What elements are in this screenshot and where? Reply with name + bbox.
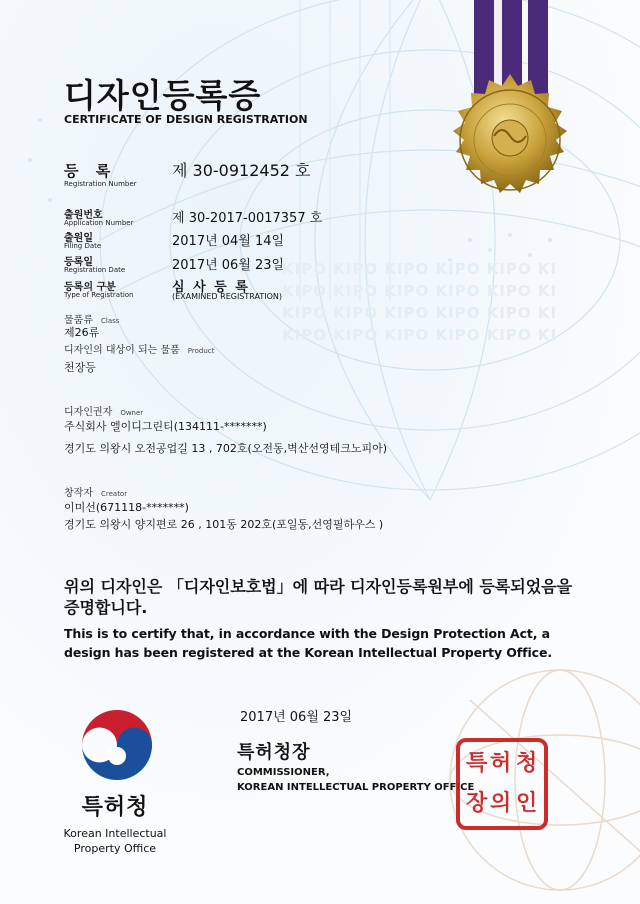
- owner-label: [64, 403, 143, 418]
- registration-date-label-en: Registration Date: [64, 266, 126, 274]
- filing-date-value: 2017년 04월 14일: [172, 234, 285, 249]
- registration-date-value: 2017년 06월 23일: [172, 258, 285, 273]
- watermark-line: KIPO KIPO KIPO KIPO KIPO KI: [282, 326, 558, 344]
- registration-type-label: 등록의 구분: [64, 282, 116, 293]
- registration-number-label-en: Registration Number: [64, 180, 137, 188]
- filing-date-label: 출원일: [64, 233, 93, 244]
- taegeuk-logo-icon: [78, 706, 156, 784]
- registration-number-value: 제 30-0912452 호: [172, 161, 311, 180]
- creator-label: [64, 484, 127, 499]
- watermark-line: KIPO KIPO KIPO KIPO KIPO KI: [282, 260, 558, 278]
- stamp-char: 허: [490, 750, 512, 776]
- creator-label-en: Creator: [100, 490, 128, 498]
- kipo-name-en-line-1: Korean Intellectual: [63, 827, 167, 840]
- class-label-ko: 물품류: [64, 315, 93, 326]
- certificate-subtitle: CERTIFICATE OF DESIGN REGISTRATION: [64, 113, 308, 126]
- owner-label-en: Owner: [120, 409, 144, 417]
- creator-name: 이미선(671118-*******): [64, 501, 189, 514]
- product-label-en: Product: [187, 347, 215, 355]
- commissioner-title-en-1: COMMISSIONER,: [237, 767, 330, 778]
- owner-label-ko: 디자인권자: [64, 407, 113, 418]
- stamp-char: 의: [490, 790, 512, 816]
- application-number-label: 출원번호: [64, 210, 103, 221]
- filing-date-label-en: Filing Date: [64, 242, 102, 250]
- certificate-title: 디자인등록증: [64, 76, 262, 115]
- registration-date-label: 등록일: [64, 257, 93, 268]
- certification-statement-ko: 위의 디자인은 「디자인보호법」에 따라 디자인등록원부에 등록되었음을 증명합니다.: [64, 577, 573, 617]
- official-stamp: [456, 738, 548, 830]
- stamp-char: 장: [466, 790, 488, 816]
- registration-number-label: 등 록: [64, 162, 117, 180]
- owner-address: 경기도 의왕시 오전공업길 13 , 702호(오전동,벽산선영테크노피아): [64, 442, 388, 455]
- registration-type-label-en: Type of Registration: [64, 291, 134, 299]
- commissioner-title-en-2: KOREAN INTELLECTUAL PROPERTY OFFICE: [237, 782, 475, 793]
- class-label-en: Class: [100, 317, 120, 325]
- stamp-char: 청: [516, 750, 538, 776]
- kipo-name-ko: 특허청: [81, 795, 149, 820]
- product-value: 천장등: [64, 361, 96, 374]
- registration-type-sub: (EXAMINED REGISTRATION): [172, 292, 283, 301]
- creator-label-ko: 창작자: [64, 488, 93, 499]
- stamp-char: 인: [516, 790, 538, 816]
- kipo-name-en: [62, 826, 168, 856]
- owner-name: 주식회사 엘이디그린티(134111-*******): [64, 420, 267, 433]
- issue-date: 2017년 06월 23일: [240, 710, 353, 725]
- kipo-name-en-line-2: Property Office: [73, 842, 157, 855]
- creator-address: 경기도 의왕시 양지편로 26 , 101동 202호(포일동,선영필하우스 ): [64, 518, 384, 531]
- application-number-value: 제 30-2017-0017357 호: [172, 211, 323, 226]
- certification-statement-en: This is to certify that, in accordance with the Design Protection Act, a design has been registered at the Korean Intellectual Property Office.: [64, 626, 552, 660]
- class-value: 제26류: [64, 326, 100, 339]
- commissioner-title: 특허청장: [237, 742, 311, 763]
- watermark-line: KIPO KIPO KIPO KIPO KIPO KI: [282, 282, 558, 300]
- application-number-label-en: Application Number: [64, 219, 134, 227]
- kipo-watermark: [282, 258, 632, 346]
- watermark-line: KIPO KIPO KIPO KIPO KIPO KI: [282, 304, 558, 322]
- product-label-ko: 디자인의 대상이 되는 물품: [64, 345, 180, 356]
- registration-type-value: 심 사 등 록: [172, 280, 250, 295]
- stamp-char: 특: [466, 750, 488, 776]
- product-label: [64, 341, 214, 356]
